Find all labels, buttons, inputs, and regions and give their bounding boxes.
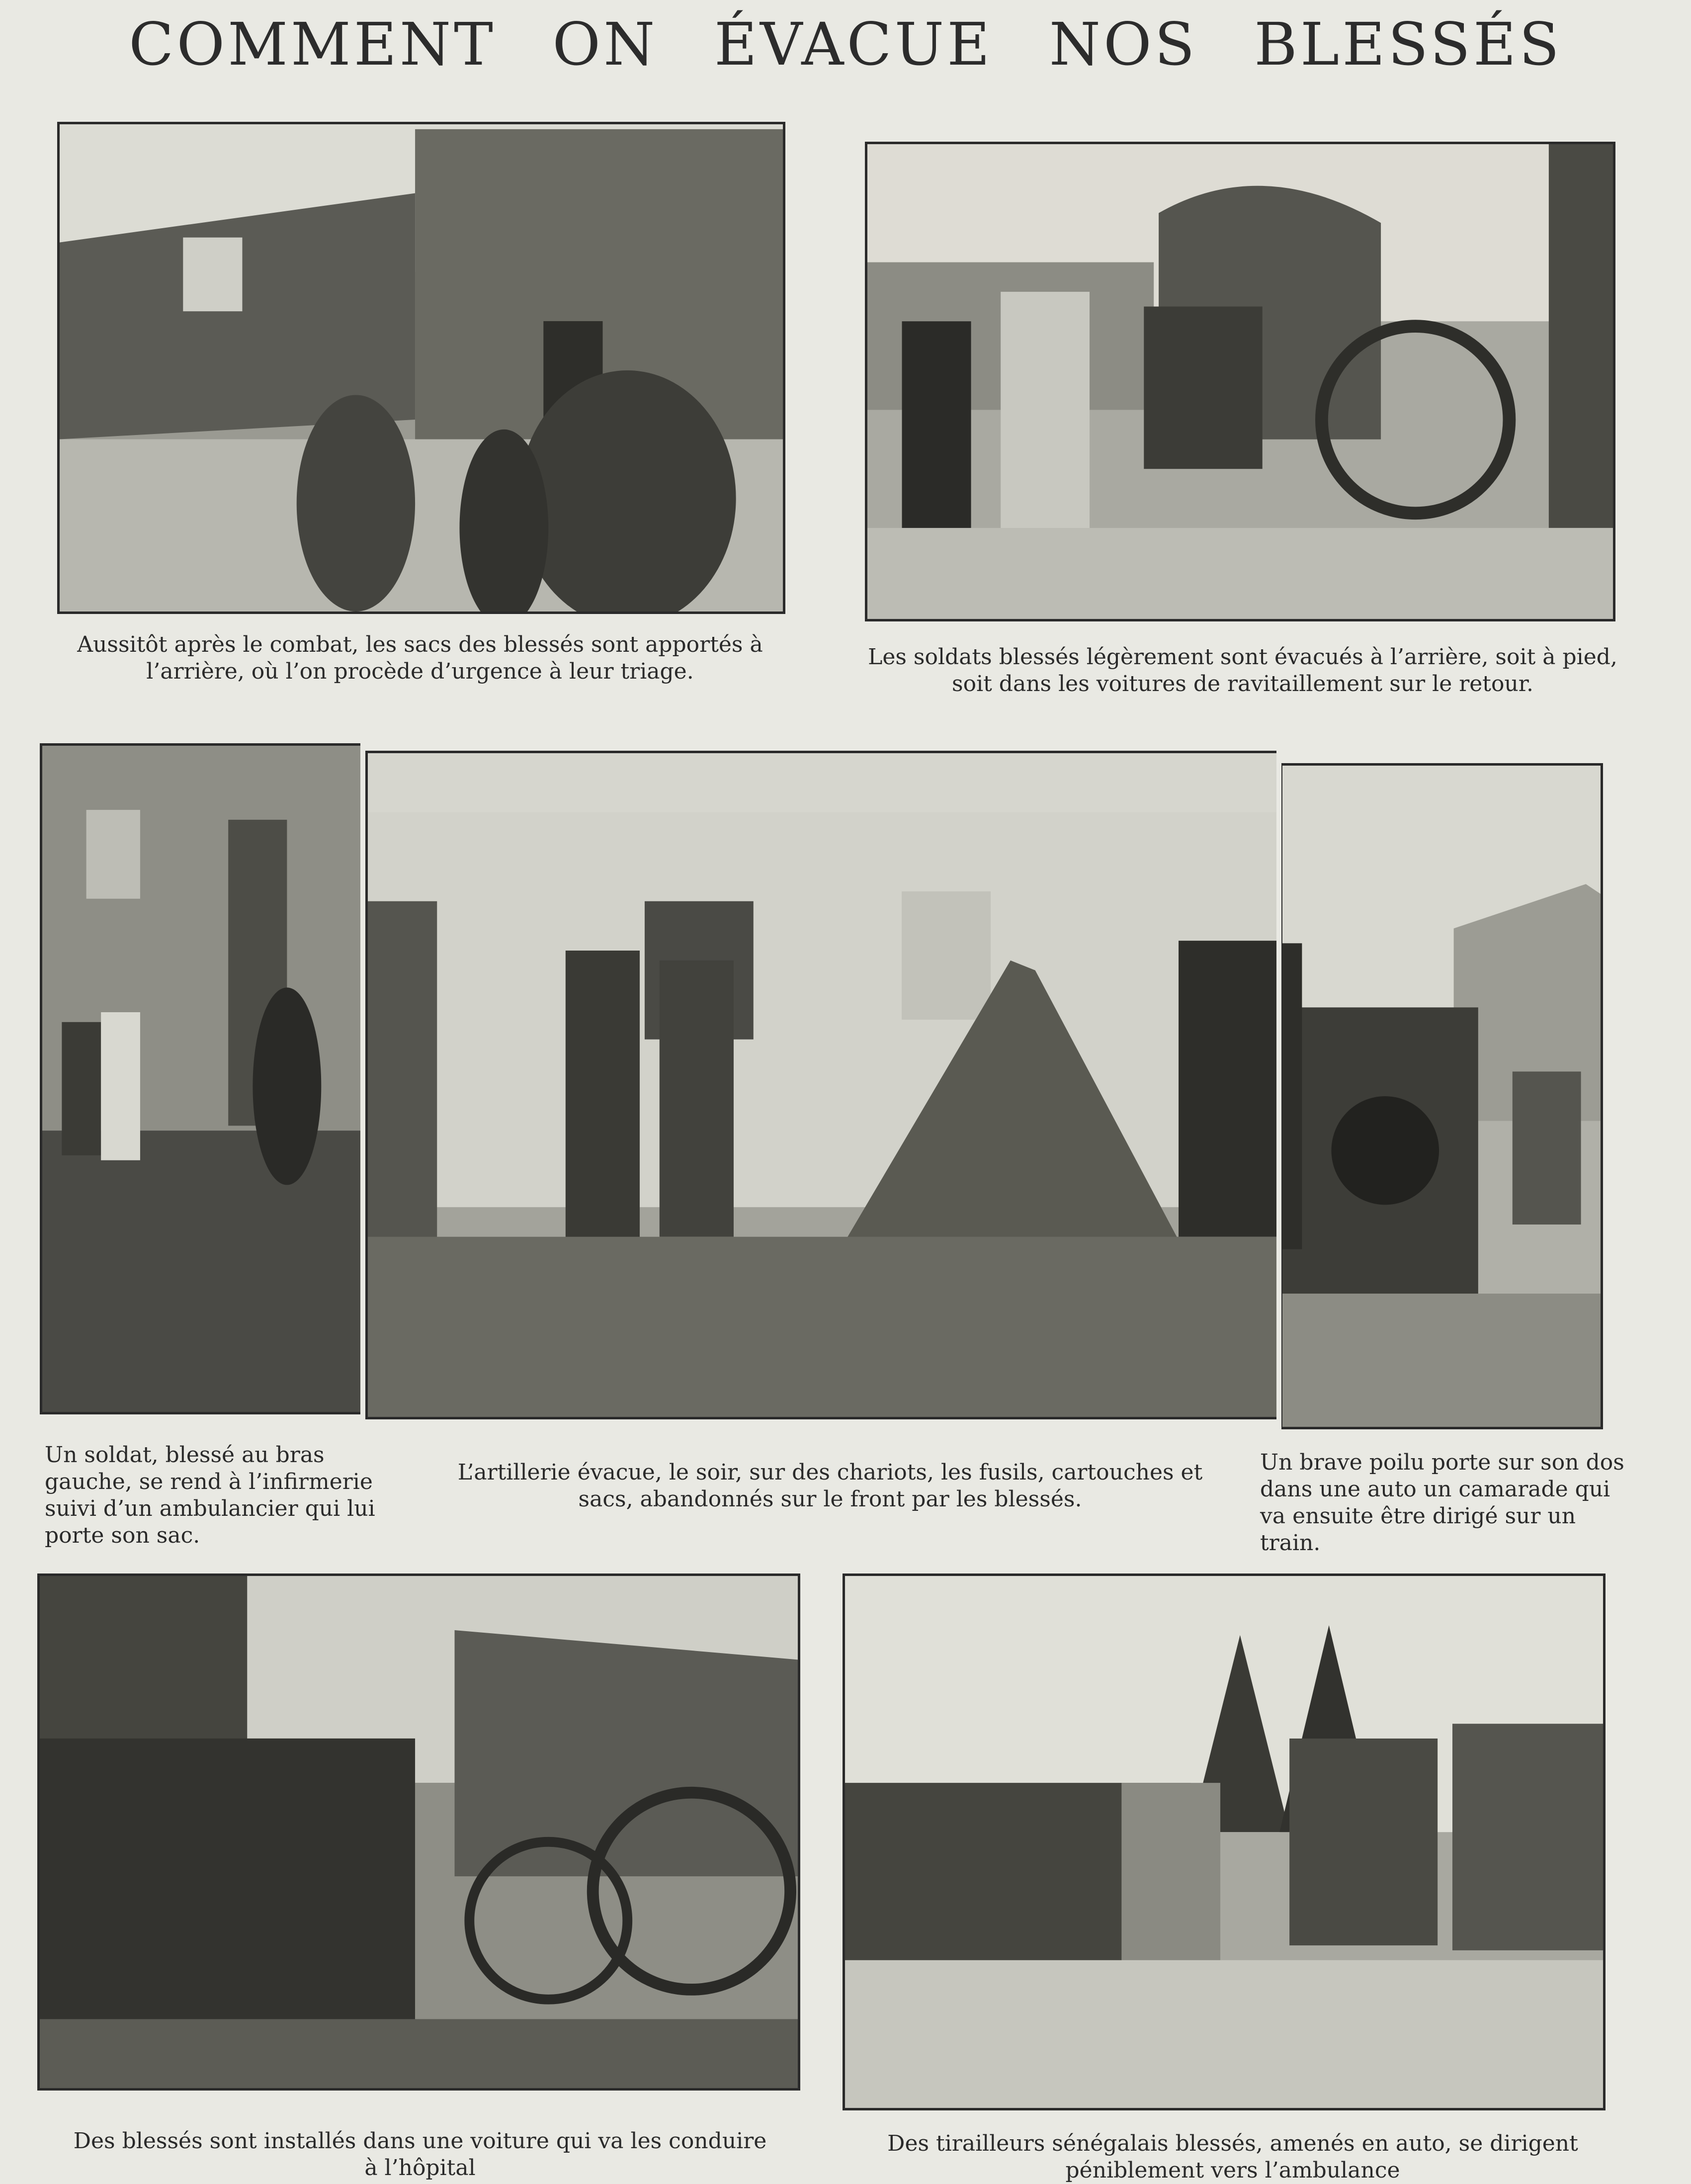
caption-hospital-wagon: Des blessés sont installés dans une voiture qui va les conduire à l’hôpital [73,2128,767,2181]
photo-soldiers-wagon-image [867,144,1613,619]
photo-soldier-arm-image [42,746,363,1412]
photo-poilu-auto-image [1282,766,1601,1427]
caption-artillery-rifles: L’artillerie évacue, le soir, sur des chariots, les fusils, cartouches et sacs, abandonnés sur le front par les blessés. [457,1460,1203,1512]
photo-senegalese-auto [843,1573,1606,2110]
photo-hospital-wagon [37,1573,800,2091]
caption-sacks-triage: Aussitôt après le combat, les sacs des blessés sont apportés à l’arrière, où l’on procède d’urgence à leur triage. [77,632,763,684]
caption-senegalese-auto: Des tirailleurs sénégalais blessés, amenés en auto, se dirigent péniblement vers l’ambulance [887,2131,1578,2183]
photo-sacks-triage-image [60,124,783,612]
caption-soldiers-wagon: Les soldats blessés légèrement sont évacués à l’arrière, soit à pied, soit dans les voitures de ravitaillement sur le retour. [868,644,1617,697]
divider [1276,751,1281,1429]
photo-poilu-auto [1280,763,1603,1429]
photo-soldier-arm [40,743,365,1414]
photo-hospital-wagon-image [40,1576,798,2088]
caption-poilu-auto: Un brave poilu porte sur son dos dans une auto un camarade qui va ensuite être dirigé sur un train. [1260,1450,1624,1556]
photo-artillery-rifles [365,751,1280,1419]
caption-soldier-arm: Un soldat, blessé au bras gauche, se rend à l’infirmerie suivi d’un ambulancier qui lui porte son sac. [45,1442,375,1548]
photo-sacks-triage [57,122,785,614]
photo-soldiers-wagon [865,142,1615,621]
photo-artillery-rifles-image [368,753,1277,1417]
photo-senegalese-auto-image [845,1576,1603,2108]
divider [360,743,365,1419]
page-title: COMMENT ON ÉVACUE NOS BLESSÉS [129,10,1562,79]
